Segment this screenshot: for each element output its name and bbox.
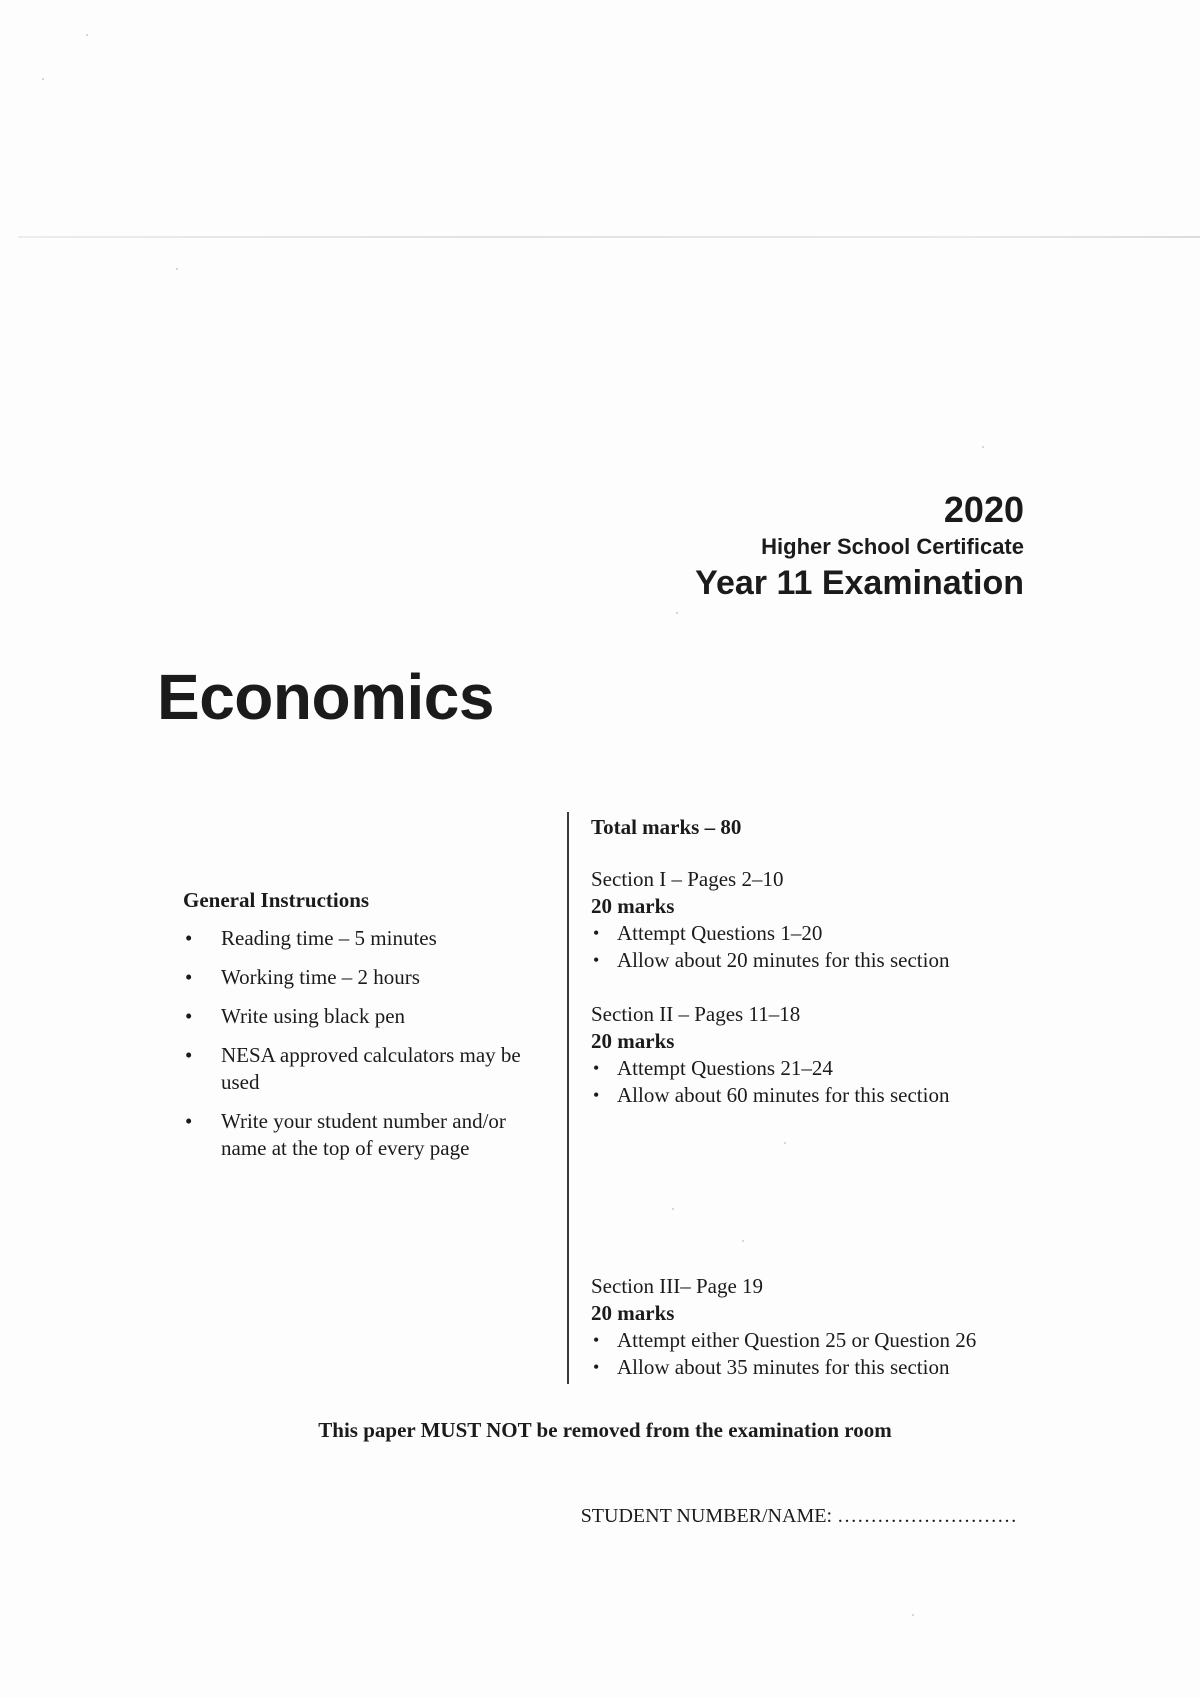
scan-speck: [912, 1614, 914, 1616]
bullet-icon: •: [185, 1004, 193, 1028]
scan-artifact-line: [18, 236, 1200, 238]
bullet-icon: •: [593, 1085, 600, 1105]
bullet-icon: •: [593, 1357, 600, 1377]
bullet-icon: •: [593, 1330, 600, 1350]
scan-speck: [86, 34, 88, 36]
certificate-title: Higher School Certificate: [761, 534, 1024, 559]
section-2: [591, 1001, 949, 1109]
scan-speck: [42, 78, 44, 80]
scan-speck: [676, 612, 678, 614]
section-marks: 20 marks: [591, 1301, 675, 1325]
scan-speck: [176, 268, 178, 270]
section-instruction-item: • Attempt either Question 25 or Question 26: [593, 1328, 977, 1352]
total-marks: Total marks – 80: [591, 815, 742, 839]
bullet-icon: •: [185, 926, 193, 950]
exam-room-notice: This paper MUST NOT be removed from the examination room: [318, 1418, 892, 1442]
section-3: [591, 1273, 976, 1381]
exam-year: 2020: [943, 489, 1024, 530]
section-marks: 20 marks: [591, 1029, 675, 1053]
student-number-name-field: STUDENT NUMBER/NAME: ………………………: [580, 1505, 1017, 1527]
subject-title: Economics: [157, 661, 494, 733]
instruction-item: • Write using black pen: [185, 1004, 406, 1028]
column-divider: [567, 812, 569, 1384]
section-marks: 20 marks: [591, 894, 675, 918]
instruction-item: • Write your student number and/or name at the top of every page: [185, 1109, 506, 1160]
bullet-icon: •: [185, 1109, 193, 1133]
scan-speck: [672, 1208, 674, 1210]
instruction-item: • Reading time – 5 minutes: [185, 926, 437, 950]
general-instructions-heading: General Instructions: [183, 888, 370, 912]
bullet-icon: •: [593, 950, 600, 970]
section-instruction-item: • Attempt Questions 1–20: [593, 921, 823, 945]
scan-speck: [784, 1142, 786, 1144]
instruction-item: • NESA approved calculators may be used: [185, 1043, 521, 1094]
section-1: [591, 866, 949, 974]
general-instructions-list: [183, 925, 543, 1174]
section-instruction-item: • Allow about 20 minutes for this section: [593, 948, 950, 972]
section-instruction-item: • Allow about 35 minutes for this section: [593, 1355, 950, 1379]
section-instruction-item: • Allow about 60 minutes for this section: [593, 1083, 950, 1107]
exam-title: Year 11 Examination: [695, 564, 1024, 602]
instruction-item: • Working time – 2 hours: [185, 965, 420, 989]
section-title: Section I – Pages 2–10: [591, 867, 784, 891]
scan-speck: [742, 1240, 744, 1242]
exam-header: [695, 490, 1024, 604]
section-instruction-item: • Attempt Questions 21–24: [593, 1056, 833, 1080]
section-instructions: [591, 1055, 949, 1109]
scan-speck: [982, 446, 984, 448]
section-instructions: [591, 920, 949, 974]
bullet-icon: •: [593, 923, 600, 943]
bullet-icon: •: [185, 1043, 193, 1067]
bullet-icon: •: [185, 965, 193, 989]
section-instructions: [591, 1327, 976, 1381]
section-title: Section III– Page 19: [591, 1274, 764, 1298]
bullet-icon: •: [593, 1058, 600, 1078]
section-title: Section II – Pages 11–18: [591, 1002, 801, 1026]
